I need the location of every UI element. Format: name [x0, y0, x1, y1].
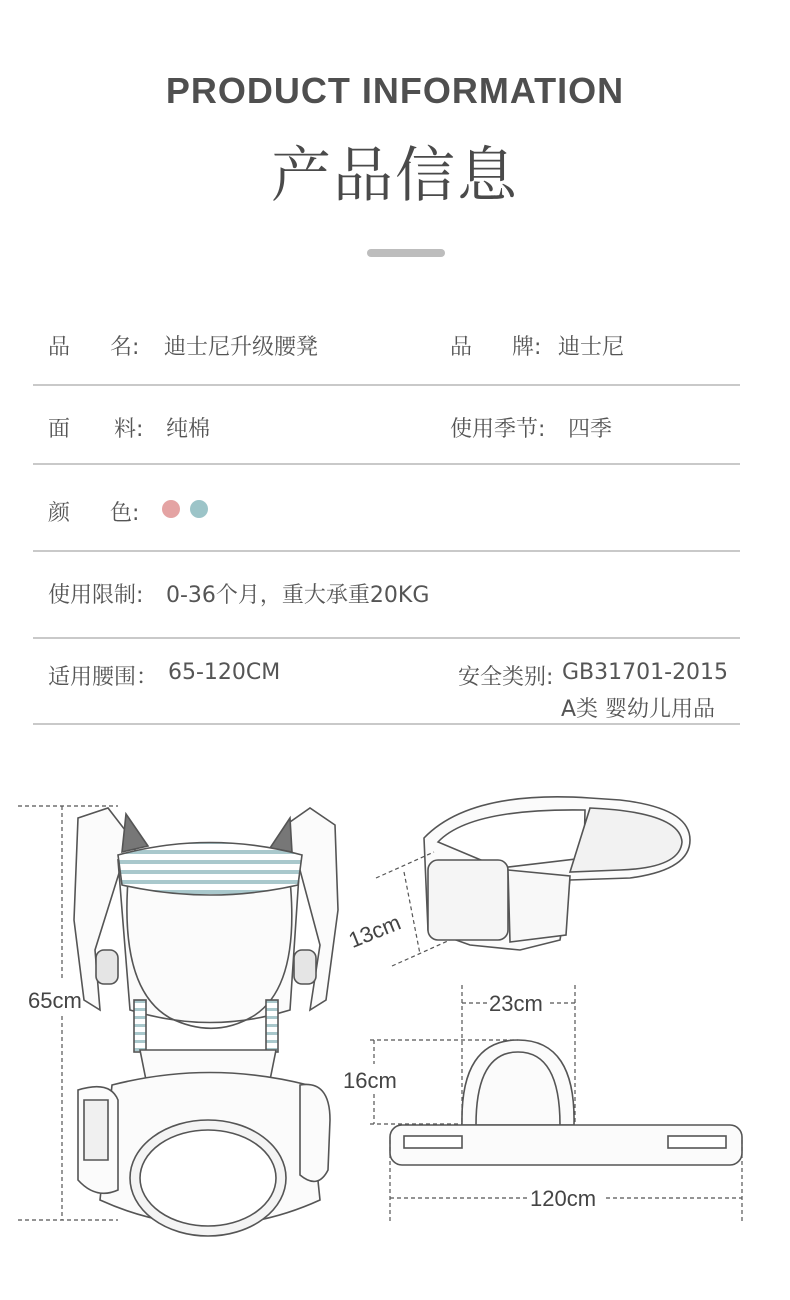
- name-value: 迪士尼升级腰凳: [164, 335, 319, 360]
- waist-value: 65-120CM: [168, 660, 281, 685]
- safety-value: GB31701-2015: [562, 660, 729, 685]
- material-label-part-1: 面: [48, 417, 71, 442]
- name-label-part-2: 名:: [110, 335, 140, 360]
- row-divider: [33, 637, 740, 639]
- belt-top-width-label: 23cm: [489, 991, 543, 1016]
- carrier-front-drawing: [74, 808, 338, 1236]
- height-dimension-label: 65cm: [28, 988, 82, 1013]
- brand-label: [450, 330, 541, 361]
- color-label: [48, 496, 139, 527]
- safety-value-line-2: A类 婴幼儿用品: [561, 697, 716, 722]
- material-label: [48, 412, 143, 443]
- limit-label: 使用限制:: [48, 583, 144, 608]
- safety-label: 安全类别:: [458, 665, 554, 690]
- row-divider: [33, 723, 740, 725]
- brand-value: 迪士尼: [558, 335, 625, 360]
- seat-height-dimension-label: 13cm: [344, 909, 405, 953]
- belt-pad-height-label: 16cm: [343, 1068, 397, 1093]
- color-swatch-pink[interactable]: [162, 500, 180, 518]
- product-illustration: [0, 760, 790, 1300]
- page-title-en: PRODUCT INFORMATION: [165, 70, 625, 111]
- name-label: [48, 330, 139, 361]
- hip-seat-side-drawing: [424, 797, 690, 950]
- limit-value: 0-36个月，重大承重20KG: [166, 583, 430, 608]
- waist-label: 适用腰围：: [48, 665, 159, 690]
- season-value: 四季: [568, 417, 613, 442]
- belt-length-label: 120cm: [530, 1186, 597, 1211]
- brand-label-part-2: 牌:: [512, 335, 542, 360]
- page-title-cn: 产品信息: [271, 141, 519, 211]
- name-label-part-1: 品: [48, 335, 71, 360]
- row-divider: [33, 384, 740, 386]
- color-swatch-blue[interactable]: [190, 500, 208, 518]
- material-value: 纯棉: [166, 417, 211, 442]
- title-divider: [367, 249, 445, 257]
- row-divider: [33, 550, 740, 552]
- material-label-part-2: 料:: [114, 417, 144, 442]
- color-label-part-1: 颜: [48, 501, 71, 526]
- row-divider: [33, 463, 740, 465]
- color-label-part-2: 色:: [110, 501, 140, 526]
- brand-label-part-1: 品: [450, 335, 473, 360]
- season-label: 使用季节:: [450, 417, 546, 442]
- belt-flat-drawing: [390, 1040, 742, 1165]
